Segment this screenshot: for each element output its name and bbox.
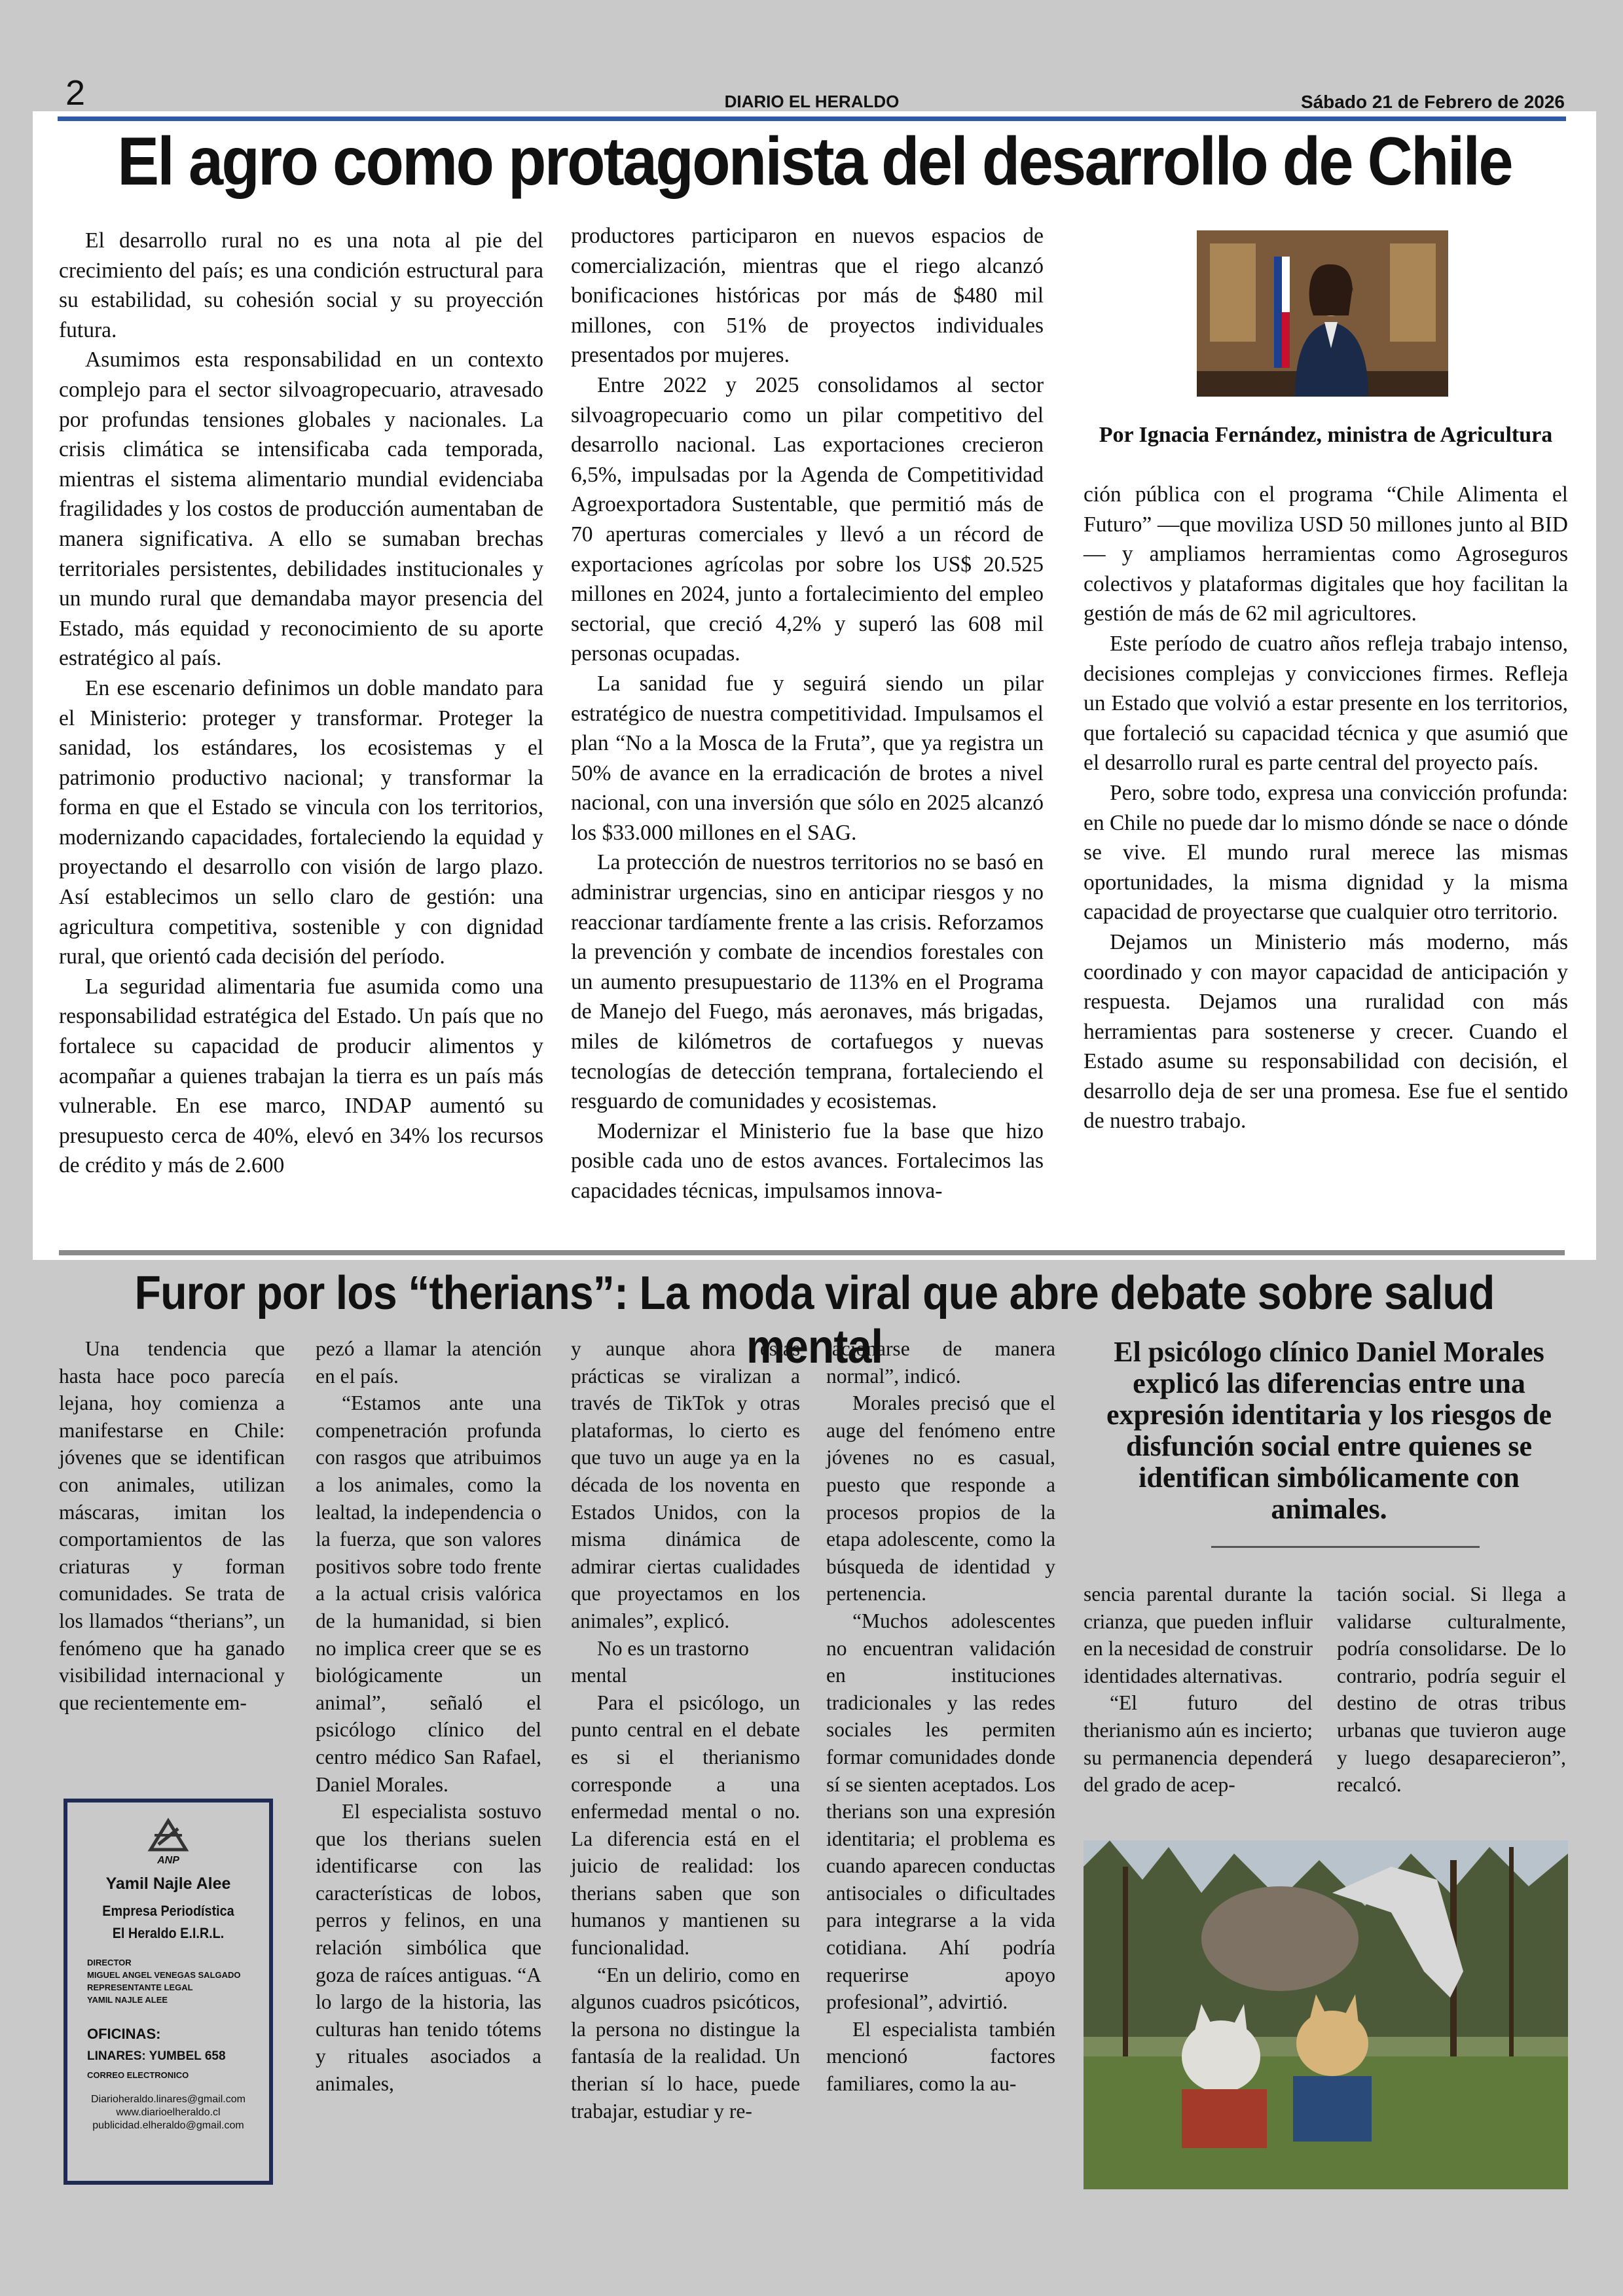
paragraph: y aunque ahora estas prácticas se viralizan a través de TikTok y otras plataformas, lo cierto es que tuvo un auge ya en la década de los noventa en Estados Unidos, con la misma dinámica de admirar ciertas cualidades que proyectamos en los animales”, explicó.	[571, 1337, 800, 1632]
email-label: CORREO ELECTRONICO	[87, 2070, 189, 2080]
paragraph: El especialista sostuvo que los therians suelen identificarse con las características de lobos, perros y felinos, en una relación simbólica que goza de raíces antiguas. “A lo largo de la historia, las culturas han tenido tótems y rituales asociados a animales,	[316, 1800, 541, 2096]
paragraph: “Muchos adolescentes no encuentran validación en instituciones tradicionales y las redes sociales les permiten formar comunidades donde sí se sienten aceptados. Los therians son una expresión identitaria; el problema es cuando aparecen conductas antisociales o dificultades para integrarse a la vida cotidiana. Ahí podría requerirse apoyo profesional”, advirtió.	[826, 1609, 1055, 2014]
paragraph: pezó a llamar la atención en el país.	[316, 1337, 541, 1388]
masthead	[59, 73, 1565, 119]
paragraph: La sanidad fue y seguirá siendo un pilar estratégico de nuestra competitividad. Impulsamos el plan “No a la Mosca de la Fruta”, que ya registra un 50% de avance en la erradicación de brotes a nivel nacional, con una inversión que sólo en 2025 alcanzó los $33.000 millones en el SAG.	[571, 671, 1044, 845]
page-number: 2	[65, 73, 86, 113]
header-rule	[58, 117, 1566, 121]
article2-column-6	[1337, 1581, 1566, 1799]
paragraph: Este período de cuatro años refleja trabajo intenso, decisiones complejas y convicciones firmes. Refleja un Estado que volvió a estar presente en los territorios, que fortaleció su capacidad técnica y que asumió que el desarrollo rural es parte central del proyecto país.	[1084, 631, 1568, 776]
paragraph: lacionarse de manera normal”, indicó.	[826, 1337, 1055, 1388]
offices-label: OFICINAS:	[87, 2026, 161, 2042]
paragraph: Entre 2022 y 2025 consolidamos al sector silvoagropecuario como un pilar competitivo del desarrollo nacional. Las exportaciones crecieron 6,5%, impulsadas por la Agenda de Competitividad Agroexportadora Sustentable, que permitió más de 70 aperturas comerciales y llevó a un récord de exportaciones agrícolas por sobre los US$ 20.525 millones en 2024, junto a fortalecimiento del empleo sectorial, que creció 4,2% y superó las 608 mil personas ocupadas.	[571, 372, 1044, 666]
legal-label: REPRESENTANTE LEGAL	[87, 1982, 193, 1992]
article2-column-3	[571, 1335, 800, 2125]
director-name: MIGUEL ANGEL VENEGAS SALGADO	[87, 1970, 241, 1980]
advertising-email: publicidad.elheraldo@gmail.com	[92, 2120, 244, 2131]
minister-portrait	[1197, 230, 1448, 397]
paragraph: El especialista también mencionó factores familiares, como la au-	[826, 2017, 1055, 2096]
paragraph: Dejamos un Ministerio más moderno, más coordinado y con mayor capacidad de anticipación y respuesta. Dejamos una ruralidad con más herramientas para sostenerse y crecer. Cuando el Estado asume su responsabilidad con decisión, el desarrollo deja de ser una promesa. Ese fue el sentido de nuestro trabajo.	[1084, 929, 1568, 1134]
article-column-1	[59, 226, 543, 1181]
paragraph: Una tendencia que hasta hace poco parecía lejana, hoy comienza a manifestarse en Chile: jóvenes que se identifican con animales, utilizan máscaras, imitan los comportamientos de las criaturas y forman comunidades. Se trata de los llamados “therians”, un fenómeno que ha ganado visibilidad internacional y que recientemente em-	[59, 1337, 285, 1714]
paragraph: ción pública con el programa “Chile Alimenta el Futuro” —que moviliza USD 50 millones junto al BID— y ampliamos herramientas como Agroseguros colectivos y plataformas digitales que hoy facilitan la gestión de más de 62 mil agricultores.	[1084, 482, 1568, 626]
paragraph: productores participaron en nuevos espacios de comercialización, mientras que el riego alcanzó bonificaciones históricas por más de $480 mil millones, con 51% de proyectos individuales presentados por mujeres.	[571, 224, 1044, 368]
paragraph: Pero, sobre todo, expresa una convicción profunda: en Chile no puede dar lo mismo dónde se nace o dónde se vive. El mundo rural merece las mismas oportunidades, la misma dignidad y la misma capacidad de proyectarse que cualquier otro territorio.	[1084, 780, 1568, 925]
website: www.diarioelheraldo.cl	[116, 2107, 221, 2118]
paragraph: sencia parental durante la crianza, que pueden influir en la necesidad de construir identidades alternativas.	[1084, 1583, 1313, 1687]
paragraph: Modernizar el Ministerio fue la base que hizo posible cada uno de estos avances. Fortalecimos las capacidades técnicas, impulsamos innova-	[571, 1119, 1044, 1203]
paragraph: tación social. Si llega a validarse culturalmente, podría consolidarse. De lo contrario, podría seguir el destino de otras tribus urbanas que tuvieron auge y luego desaparecieron”, recalcó.	[1337, 1583, 1566, 1797]
contact-email: Diarioheraldo.linares@gmail.com	[91, 2094, 246, 2105]
owner-name: Yamil Najle Alee	[105, 1874, 231, 1893]
article2-column-4	[826, 1335, 1055, 2098]
paragraph: La seguridad alimentaria fue asumida como una responsabilidad estratégica del Estado. Un país que no fortalece su capacidad de producir alimentos y acompañar a quienes trabajan la tierra es un país más vulnerable. En ese marco, INDAP aumentó su presupuesto cerca de 40%, elevó en 34% los recursos de crédito y más de 2.600	[59, 974, 543, 1178]
director-label: DIRECTOR	[87, 1958, 132, 1967]
article2-column-1	[59, 1335, 285, 1716]
section-divider	[59, 1250, 1565, 1255]
paragraph: La protección de nuestros territorios no se basó en administrar urgencias, sino en anticipar riesgos y no reaccionar tardíamente frente a las crisis. Reforzamos la prevención y combate de incendios forestales con un aumento presupuestario de 113% en el Programa de Manejo del Fuego, más aeronaves, más brigadas, miles de kilómetros de cortafuegos y nuevas tecnologías de detección temprana, fortaleciendo el resguardo de comunidades y ecosistemas.	[571, 850, 1044, 1114]
offices-value: LINARES: YUMBEL 658	[87, 2049, 226, 2063]
paragraph: Asumimos esta responsabilidad en un contexto complejo para el sector silvoagropecuario, atravesado por profundas tensiones globales y nacionales. La crisis climática se intensificaba cada temporada, mientras el sistema alimentario mundial evidenciaba fragilidades y los costos de producción aumentaban de manera significativa. A ello se sumaban brechas territoriales persistentes, debilidades institucionales y un mundo rural que demandaba mayor presencia del Estado, más equidad y reconocimiento de su aporte estratégico al país.	[59, 348, 543, 671]
article2-deck: El psicólogo clínico Daniel Morales explicó las diferencias entre una expresión identitaria y los riesgos de disfunción social entre quienes se identifican simbólicamente con animales.	[1106, 1336, 1552, 1525]
credits-box	[64, 1799, 273, 2185]
article2-column-5	[1084, 1581, 1313, 1799]
paragraph: “El futuro del therianismo aún es incierto; su permanencia dependerá del grado de acep-	[1084, 1691, 1313, 1797]
legal-name: YAMIL NAJLE ALEE	[87, 1995, 168, 2005]
firm-line-2: El Heraldo E.I.R.L.	[112, 1925, 225, 1941]
paper-name: DIARIO EL HERALDO	[724, 92, 900, 111]
publication-date: Sábado 21 de Febrero de 2026	[1300, 92, 1565, 112]
anp-logo-icon	[145, 1816, 191, 1855]
deck-rule	[1211, 1546, 1480, 1548]
paragraph: “En un delirio, como en algunos cuadros psicóticos, la persona no distingue la fantasía de la realidad. Un therian sí lo hace, puede trabajar, estudiar y re-	[571, 1963, 800, 2123]
paragraph: Morales precisó que el auge del fenómeno entre jóvenes no es casual, puesto que responde a procesos propios de la etapa adolescente, como la búsqueda de identidad y pertenencia.	[826, 1391, 1055, 1605]
article2-column-2	[316, 1335, 541, 2098]
paragraph: Para el psicólogo, un punto central en el debate es si el therianismo corresponde a una enfermedad mental o no. La diferencia está en el juicio de realidad: los therians saben que son humanos y mantienen su funcionalidad.	[571, 1691, 800, 1960]
paragraph: En ese escenario definimos un doble mandato para el Ministerio: proteger y transformar. Proteger la sanidad, los estándares, los ecosistemas y el patrimonio productivo nacional; y transformar la forma en que el Estado se vincula con los territorios, modernizando capacidades, fortaleciendo la equidad y proyectando el desarrollo con visión de largo plazo. Así establecimos un sello claro de gestión: una agricultura competitiva, sostenible y con dignidad rural, que orientó cada decisión del período.	[59, 675, 543, 969]
subheading: No es un trastorno mental	[571, 1636, 749, 1687]
article-headline: El agro como protagonista del desarrollo de Chile	[117, 124, 1512, 200]
paragraph: El desarrollo rural no es una nota al pie del crecimiento del país; es una condición estructural para su estabilidad, su cohesión social y su proyección futura.	[59, 228, 543, 342]
firm-line-1: Empresa Periodística	[102, 1903, 234, 1919]
article-byline: Por Ignacia Fernández, ministra de Agricultura	[1099, 423, 1553, 447]
anp-logo-text: ANP	[157, 1855, 179, 1866]
article-headline-2: Furor por los “therians”: La moda viral que abre debate sobre salud mental	[134, 1267, 1495, 1373]
article-column-2	[571, 221, 1044, 1206]
therians-photo	[1084, 1840, 1568, 2189]
article-column-3	[1084, 480, 1568, 1136]
paragraph: “Estamos ante una compenetración profunda con rasgos que atribuimos a los animales, como la lealtad, la independencia o la fuerza, que son valores positivos sobre todo frente a la actual crisis valórica de la humanidad, si bien no implica creer que se es biológicamente un animal”, señaló el psicólogo clínico del centro médico San Rafael, Daniel Morales.	[316, 1391, 541, 1796]
